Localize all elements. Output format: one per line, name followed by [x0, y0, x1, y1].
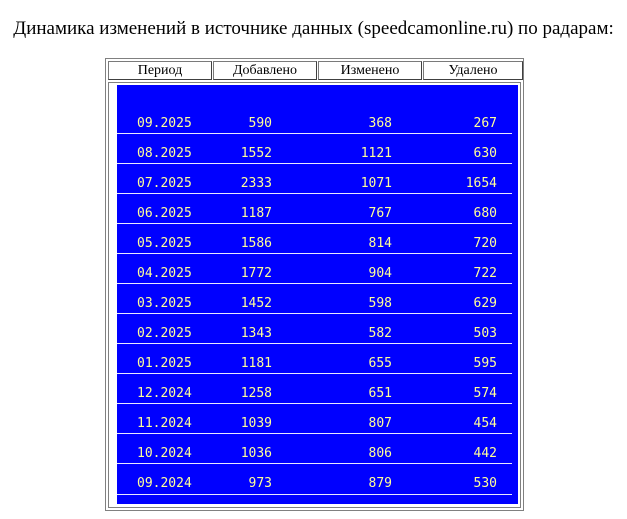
table-row [117, 164, 512, 194]
period-cell: 03.2025 [137, 296, 192, 311]
table-header [108, 61, 523, 80]
deleted-cell: 629 [473, 296, 497, 311]
column-header-period: Период [108, 61, 212, 80]
deleted-cell: 595 [473, 356, 497, 371]
deleted-cell: 630 [473, 146, 497, 161]
table-row [117, 104, 512, 134]
added-cell: 1039 [240, 416, 272, 431]
table-row [117, 284, 512, 314]
table-row [117, 134, 512, 164]
data-panel [117, 85, 518, 504]
deleted-cell: 720 [473, 236, 497, 251]
added-cell: 2333 [240, 176, 272, 191]
deleted-cell: 530 [473, 476, 497, 491]
deleted-cell: 442 [473, 446, 497, 461]
table-row [117, 344, 512, 374]
changed-cell: 814 [368, 236, 392, 251]
table-row [117, 314, 512, 344]
changed-cell: 582 [368, 326, 392, 341]
deleted-cell: 680 [473, 206, 497, 221]
changed-cell: 1121 [360, 146, 392, 161]
table-row [117, 464, 512, 494]
period-cell: 10.2024 [137, 446, 192, 461]
added-cell: 1552 [240, 146, 272, 161]
table-row [117, 434, 512, 464]
period-cell: 09.2024 [137, 476, 192, 491]
changed-cell: 1071 [360, 176, 392, 191]
added-cell: 1036 [240, 446, 272, 461]
panel-bottom-separator [117, 494, 512, 495]
added-cell: 1586 [240, 236, 272, 251]
deleted-cell: 454 [473, 416, 497, 431]
period-cell: 05.2025 [137, 236, 192, 251]
changed-cell: 806 [368, 446, 392, 461]
changed-cell: 368 [368, 116, 392, 131]
changed-cell: 807 [368, 416, 392, 431]
period-cell: 01.2025 [137, 356, 192, 371]
table-row [117, 194, 512, 224]
column-header-changed: Изменено [318, 61, 422, 80]
added-cell: 1181 [240, 356, 272, 371]
table-row [117, 404, 512, 434]
deleted-cell: 722 [473, 266, 497, 281]
deleted-cell: 574 [473, 386, 497, 401]
changed-cell: 904 [368, 266, 392, 281]
added-cell: 973 [248, 476, 272, 491]
page-title: Динамика изменений в источнике данных (speedcamonline.ru) по радарам: [13, 18, 614, 39]
column-header-added: Добавлено [213, 61, 317, 80]
changed-cell: 655 [368, 356, 392, 371]
deleted-cell: 267 [473, 116, 497, 131]
stats-table [105, 58, 524, 511]
period-cell: 08.2025 [137, 146, 192, 161]
added-cell: 1343 [240, 326, 272, 341]
added-cell: 1772 [240, 266, 272, 281]
data-panel-frame [108, 82, 521, 508]
added-cell: 1258 [240, 386, 272, 401]
period-cell: 07.2025 [137, 176, 192, 191]
added-cell: 590 [248, 116, 272, 131]
added-cell: 1187 [240, 206, 272, 221]
changed-cell: 879 [368, 476, 392, 491]
table-row [117, 254, 512, 284]
added-cell: 1452 [240, 296, 272, 311]
column-header-deleted: Удалено [423, 61, 523, 80]
period-cell: 11.2024 [137, 416, 192, 431]
table-row [117, 374, 512, 404]
period-cell: 04.2025 [137, 266, 192, 281]
changed-cell: 651 [368, 386, 392, 401]
period-cell: 06.2025 [137, 206, 192, 221]
changed-cell: 598 [368, 296, 392, 311]
period-cell: 12.2024 [137, 386, 192, 401]
period-cell: 09.2025 [137, 116, 192, 131]
deleted-cell: 1654 [465, 176, 497, 191]
period-cell: 02.2025 [137, 326, 192, 341]
table-row [117, 224, 512, 254]
deleted-cell: 503 [473, 326, 497, 341]
changed-cell: 767 [368, 206, 392, 221]
